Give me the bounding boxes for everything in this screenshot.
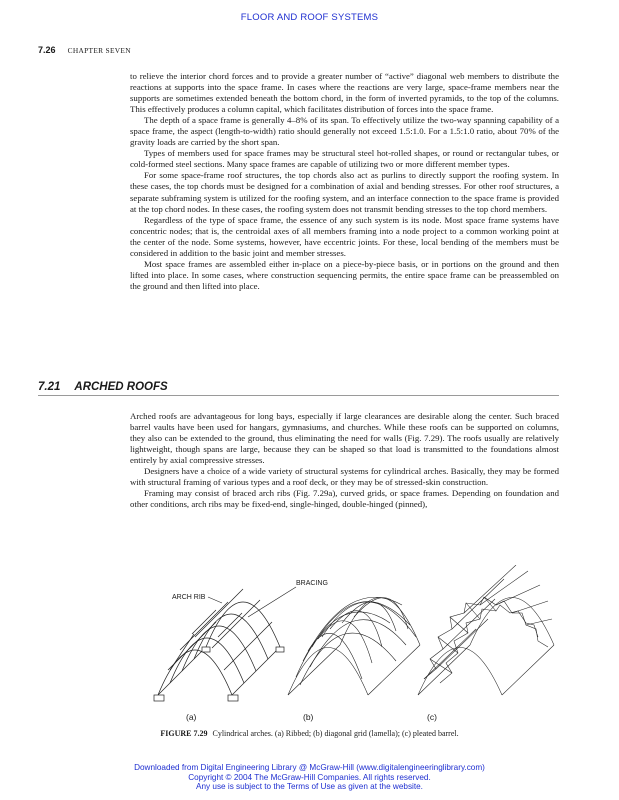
sublabel-b: (b) <box>303 712 314 722</box>
section-heading <box>38 381 168 393</box>
arched-roofs-text <box>130 411 559 510</box>
arch-drawings <box>140 565 560 725</box>
running-head: FLOOR AND ROOF SYSTEMS <box>240 12 379 23</box>
pleated-arch-drawing <box>418 565 554 695</box>
bracing-leader <box>248 587 296 617</box>
paragraph: For some space-frame roof structures, the top chords also act as purlins to directly support the roofing system. In these cases, the top chords must be designed for a combination of axial and bending stresses. For other roof structures, a separate subframing system is utilized for the roofing system, and an interface connection to the space frame is provided at the top chord nodes. In these cases, the roofing system does not transmit bending stresses to the top chord members. <box>130 170 559 214</box>
footer-notice <box>0 763 619 792</box>
figure-cylindrical-arches <box>140 565 560 725</box>
paragraph: Framing may consist of braced arch ribs (Fig. 7.29a), curved grids, or space frames. Depending on foundation and other conditions, arch ribs may be fixed-end, single-hinged, double-hinged (pinned), <box>130 488 559 510</box>
chapter-label: CHAPTER SEVEN <box>67 46 131 55</box>
arch-rib-leader <box>208 597 222 603</box>
figure-caption <box>0 729 619 738</box>
footer-download-line: Downloaded from Digital Engineering Library @ McGraw-Hill (www.digitalengineeringlibrary.com) <box>134 763 485 772</box>
footer-terms-line: Any use is subject to the Terms of Use as given at the website. <box>196 782 423 792</box>
section-rule <box>38 395 559 396</box>
section-title: ARCHED ROOFS <box>74 381 168 393</box>
sublabel-c: (c) <box>427 712 437 722</box>
footer-copyright-line: Copyright © 2004 The McGraw-Hill Companies. All rights reserved. <box>188 772 431 782</box>
page-folio <box>38 45 131 55</box>
section-number: 7.21 <box>38 381 61 393</box>
page-number: 7.26 <box>38 45 56 55</box>
paragraph: Most space frames are assembled either in-place on a piece-by-piece basis, or in portions on the ground and then lifted into place. In some cases, where construction sequencing permits, the entire space frame can be preassembled on the ground and then lifted into place. <box>130 258 559 291</box>
lamella-arch-drawing <box>288 597 420 695</box>
bracing-label: BRACING <box>296 580 328 587</box>
paragraph: Designers have a choice of a wide variety of structural systems for cylindrical arches. Basically, they may be formed with structural framing of various types and a roof deck, or they may be of stressed-skin construction. <box>130 466 559 488</box>
paragraph: Regardless of the type of space frame, the essence of any such system is its node. Most space frame systems have concentric nodes; that is, the centroidal axes of all members framing into a node project to a common working point at the center of the node. Some systems, however, have eccentric joints. For these, local bending of the members must be considered in addition to the basic joint and member stresses. <box>130 214 559 258</box>
sublabel-a: (a) <box>186 712 197 722</box>
caption-text: Cylindrical arches. (a) Ribbed; (b) diagonal grid (lamella); (c) pleated barrel. <box>212 729 459 738</box>
paragraph: Types of members used for space frames may be structural steel hot-rolled shapes, or round or rectangular tubes, or cold-formed steel sections. Many space frames are capable of utilizing two or more different member types. <box>130 148 559 170</box>
paragraph: The depth of a space frame is generally 4–8% of its span. To effectively utilize the two-way spanning capability of a space frame, the aspect (length-to-width) ratio should generally not exceed 1.5:1.0. For a 1.5:1.0 ratio, about 70% of the gravity loads are carried by the short span. <box>130 115 559 148</box>
paragraph: to relieve the interior chord forces and to provide a greater number of “active” diagonal web members to distribute the reactions at supports into the space frame. In cases where the reactions are very large, space-frame members near the supports are sometimes extended beneath the bottom chord, in the form of inverted pyramids, to the top of the columns. This effectively produces a column capital, which facilitates distribution of forces into the space frame. <box>130 71 559 115</box>
ribbed-arch-drawing <box>154 589 284 701</box>
caption-label: FIGURE 7.29 <box>160 729 208 738</box>
space-frame-text <box>130 71 559 292</box>
arch-rib-label: ARCH RIB <box>172 594 206 601</box>
paragraph: Arched roofs are advantageous for long bays, especially if large clearances are desirable along the center. Such braced barrel vaults have been used for hangars, gymnasiums, and churches. While these roofs can be supported on columns, they also can be extended to the ground, thus eliminating the need for walls (Fig. 7.29). The roofs usually are relatively lightweight, though spans are large, because they can be shaped so that load is transmitted to the foundations almost entirely by axial compressive stresses. <box>130 411 559 466</box>
